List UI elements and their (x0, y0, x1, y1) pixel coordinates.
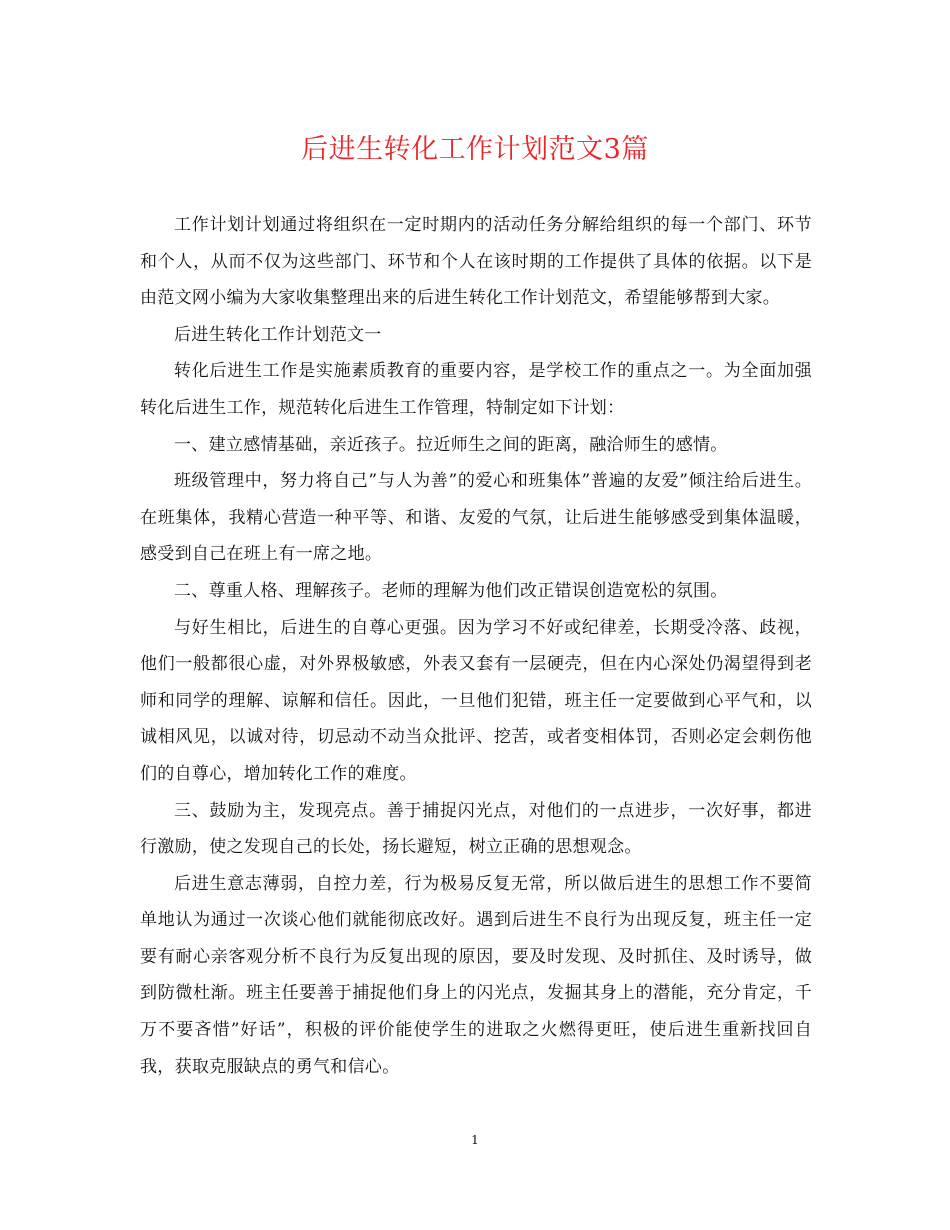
paragraph-plan-purpose: 转化后进生工作是实施素质教育的重要内容，是学校工作的重点之一。为全面加强转化后进生工作，规范转化后进生工作管理，特制定如下计划： (140, 361, 812, 418)
paragraph-weak-will: 后进生意志薄弱，自控力差，行为极易反复无常，所以做后进生的思想工作不要简单地认为通过一次谈心他们就能彻底改好。遇到后进生不良行为出现反复，班主任一定要有耐心亲客观分析不良行为反复出现的原因，要及时发现、及时抓住、及时诱导，做到防微杜渐。班主任要善于捕捉他们身上的闪光点，发掘其身上的潜能，充分肯定，千万不要吝惜”好话”，积极的评价能使学生的进取之火燃得更旺，使后进生重新找回自我，获取克服缺点的勇气和信心。 (140, 873, 812, 1077)
paragraph-class-management: 班级管理中，努力将自己”与人为善”的爱心和班集体”普遍的友爱”倾注给后进生。在班集体，我精心营造一种平等、和谐、友爱的气氛，让后进生能够感受到集体温暖，感受到自己在班上有一席之地。 (140, 471, 812, 565)
document-title: 后进生转化工作计划范文3篇 (301, 134, 649, 165)
paragraph-self-esteem: 与好生相比，后进生的自尊心更强。因为学习不好或纪律差，长期受冷落、歧视，他们一般都很心虚，对外界极敏感，外表又套有一层硬壳，但在内心深处仍渴望得到老师和同学的理解、谅解和信任。因此，一旦他们犯错，班主任一定要做到心平气和，以诚相风见，以诚对待，切忌动不动当众批评、挖苦，或者变相体罚，否则必定会刺伤他们的自尊心，增加转化工作的难度。 (140, 617, 812, 784)
section-heading-plan-one: 后进生转化工作计划范文一 (174, 324, 382, 345)
document-body (140, 207, 812, 1085)
page-number: 1 (471, 1133, 479, 1147)
paragraph-point-one: 一、建立感情基础，亲近孩子。拉近师生之间的距离，融洽师生的感情。 (174, 434, 728, 455)
paragraph-point-two: 二、尊重人格、理解孩子。老师的理解为他们改正错误创造宽松的氛围。 (174, 580, 728, 601)
paragraph-intro: 工作计划计划通过将组织在一定时期内的活动任务分解给组织的每一个部门、环节和个人，从而不仅为这些部门、环节和个人在该时期的工作提供了具体的依据。以下是由范文网小编为大家收集整理出来的后进生转化工作计划范文，希望能够帮到大家。 (140, 215, 812, 309)
paragraph-point-three: 三、鼓励为主，发现亮点。善于捕捉闪光点，对他们的一点进步，一次好事，都进行激励，使之发现自己的长处，扬长避短，树立正确的思想观念。 (140, 800, 812, 858)
